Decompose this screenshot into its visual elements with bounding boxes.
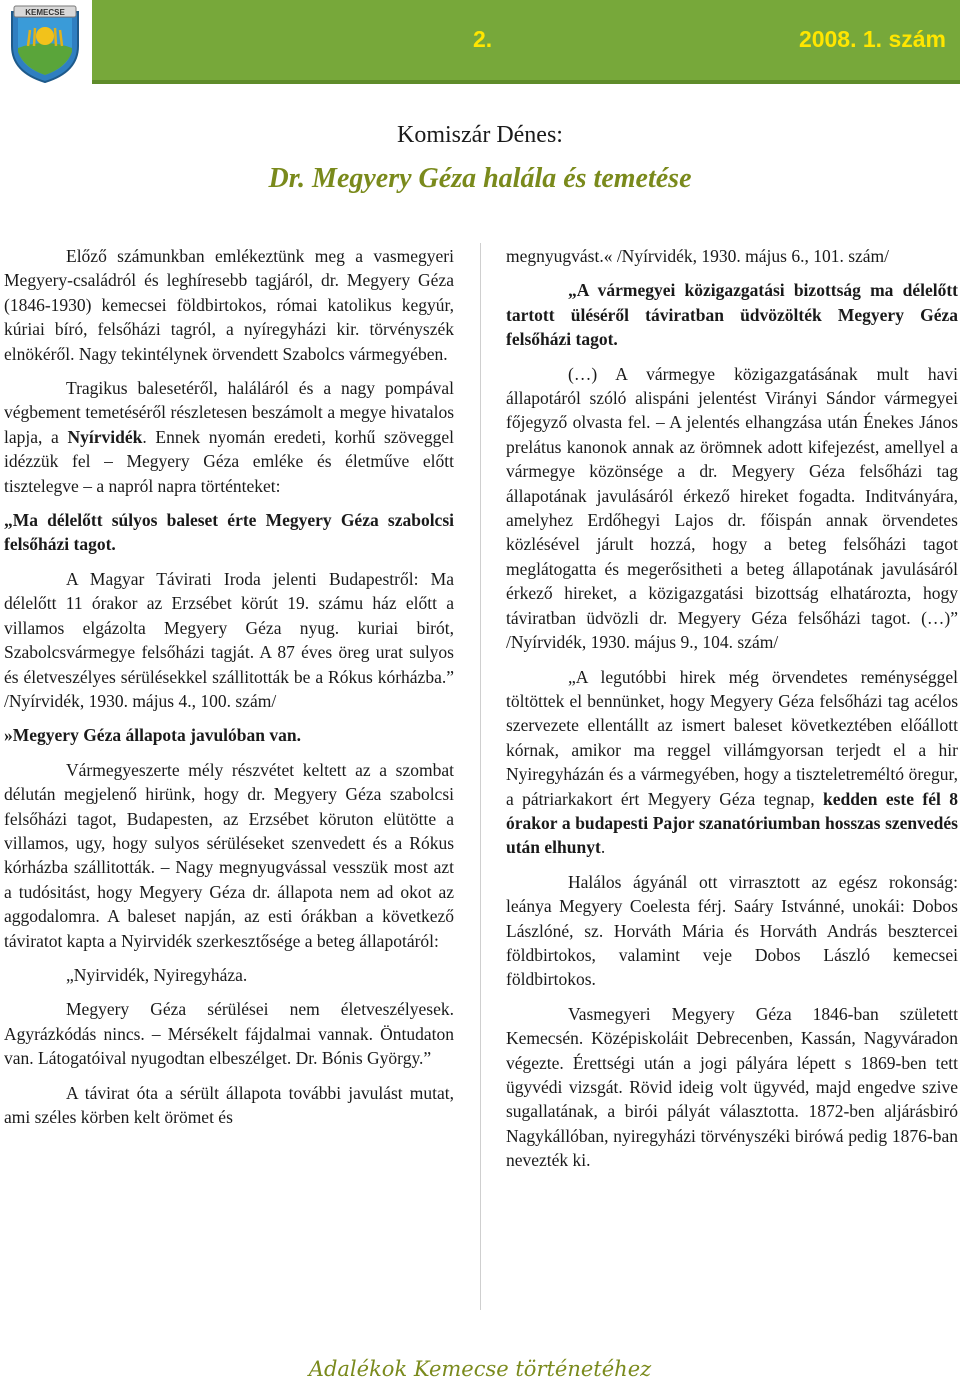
issue-label: 2008. 1. szám: [798, 26, 946, 52]
svg-text:KEMECSE: KEMECSE: [25, 8, 65, 17]
bold-heading: »Megyery Géza állapota javulóban van.: [4, 725, 301, 746]
page-footer: Adalékok Kemecse történetéhez: [308, 1357, 652, 1381]
paragraph: A Magyar Távirati Iroda jelenti Budapestről: Ma délelőtt 11 órakor az Erzsébet körút 19. számu ház előtt a villamos elgázolta Megyery Géza nyug. kuriai birót, Szabolcsvármegye felsőházi tagját. A 87 éves öreg urat sulyos és életveszélyes sérülésekkel szállitották be a Rókus kórházba.” /Nyírvidék, 1930. május 4., 100. szám/: [4, 568, 454, 711]
paragraph: A távirat óta a sérült állapota további javulást mutat, ami széles körben kelt örömet és: [4, 1082, 454, 1127]
paragraph: Megyery Géza sérülései nem életveszélyesek. Agyrázkódás nincs. – Mérsékelt fájdalmai vannak. Öntudaton van. Látogatóival nyugodtan elbeszélget. Dr. Bónis György.”: [4, 999, 454, 1069]
paragraph: Tragikus balesetéről, haláláról és a nagy pompával végbement temetéséről részletesen beszámolt a megye hivatalos lapja, a Nyírvidék. Ennek nyomán eredeti, korhű szöveggel idézzük fel – Megyery Géza emléke és életműve előtt tisztelegve – a napról napra történteket:: [4, 378, 454, 496]
page-number: 2.: [473, 26, 493, 52]
paragraph: megnyugvást.« /Nyírvidék, 1930. május 6., 101. szám/: [506, 246, 890, 266]
bold-heading: „Ma délelőtt súlyos baleset érte Megyery Géza szabolcsi felsőházi tagot.: [4, 510, 454, 555]
article-title: Dr. Megyery Géza halála és temetése: [268, 163, 692, 194]
paragraph: „A legutóbbi hirek még örvendetes reménységgel töltöttek el bennünket, hogy Megyery Géza felsőházi tag acélos szervezete ellentállt az ismert baleset következtében előállott kórnak, amikor ma reggel villámgyorsan terjedt el a hir Nyiregyházán és a vármegyében, hogy a tiszteletreméltó öregur, a pátriarkakort ért Megyery Géza tegnap, kedden este fél 8 órakor a budapesti Pajor szanatóriumban hosszas szenvedés után elhunyt.: [506, 666, 958, 858]
paragraph: Vasmegyeri Megyery Géza 1846-ban született Kemecsén. Középiskoláit Debrecenben, Kassán, Nagyváradon végezte. Érettségi után a jogi pályára lépett s 1869-ben tett ügyvédi vizsgát. Rövid ideig volt ügyvéd, majd engedve szive sugallatának, a birói pályát választotta. 1872-ben aljárásbiró Nagykállóban, nyiregyházi törvényszéki birówá pedig 1876-ban nevezték ki.: [506, 1003, 958, 1171]
left-column: [4, 244, 454, 1139]
paragraph: Halálos ágyánál ott virrasztott az egész rokonság: leánya Megyery Coelesta férj. Saáry Istvánné, unokái: Dobos Lászlóné, sz. Horváth Mária és Horváth András besztercei földbirtokos, valamint veje Dobos László kemecsei földbirtokos.: [506, 871, 958, 990]
kemecse-coat-of-arms-icon: [4, 2, 86, 84]
bold-heading: „A vármegyei közigazgatási bizottság ma délelőtt tartott üléséről táviratban üdvözölték Megyery Géza felsőházi tagot.: [506, 280, 958, 350]
paragraph: Vármegyeszerte mély részvétet keltett az a szombat délután megjelenő hirünk, hogy dr. Megyery Géza szabolcsi felsőházi tagot, Budapesten, az Erzsébet köruton elütötte a villamos, ugy, hogy sulyos sérüléseket szenvedett és a Rókus kórházba szállitották. – Nagy megnyugvással vesszük most azt a tudósitást, hogy Megyery Géza dr. állapota nem ad okot az aggodalomra. A baleset napján, az esti órákban a következő táviratot kapta a Nyirvidék szerkesztősége a beteg állapotáról:: [4, 759, 454, 951]
column-divider: [480, 243, 481, 1310]
author-line: Komiszár Dénes:: [397, 122, 563, 148]
right-column: [506, 244, 958, 1183]
page-header: [0, 0, 960, 86]
paragraph: „Nyirvidék, Nyiregyháza.: [66, 964, 248, 985]
paragraph: (…) A vármegye közigazgatásának mult havi állapotáról szóló alispáni jelentést Virányi Sándor vármegyei főjegyző olvasta fel. – A jelentés elhangzása után Énekes János prelátus kanonok annak az örömnek adott kifejezést, amellyel a vármegye közönsége a dr. Megyery Géza felsőházi tag állapotának javulásáról érkező hireket fogadta. Inditványára, amelyhez Erdőhegyi Lajos dr. főispán annak örvendetes közlésével járult hozzá, hogy a beteg felsőházi tagot meglátogatta és megerősitheti a beteg állapotának javulásáról érkező hireket, a közigazgatási bizottság elhatározta, hogy táviratban üdvözli dr. Megyery Géza felsőházi tagot. (…)” /Nyírvidék, 1930. május 9., 104. szám/: [506, 363, 958, 653]
paragraph: Előző számunkban emlékeztünk meg a vasmegyeri Megyery-családról és leghíresebb tagjáról, dr. Megyery Géza (1846-1930) kemecsei földbirtokos, római katolikus kegyúr, kúriai bíró, felsőházi tagról, a nyíregyházi kir. törvényszék elnökéről. Nagy tekintélynek örvendett Szabolcs vármegyében.: [4, 246, 454, 364]
header-bar: [92, 0, 960, 84]
